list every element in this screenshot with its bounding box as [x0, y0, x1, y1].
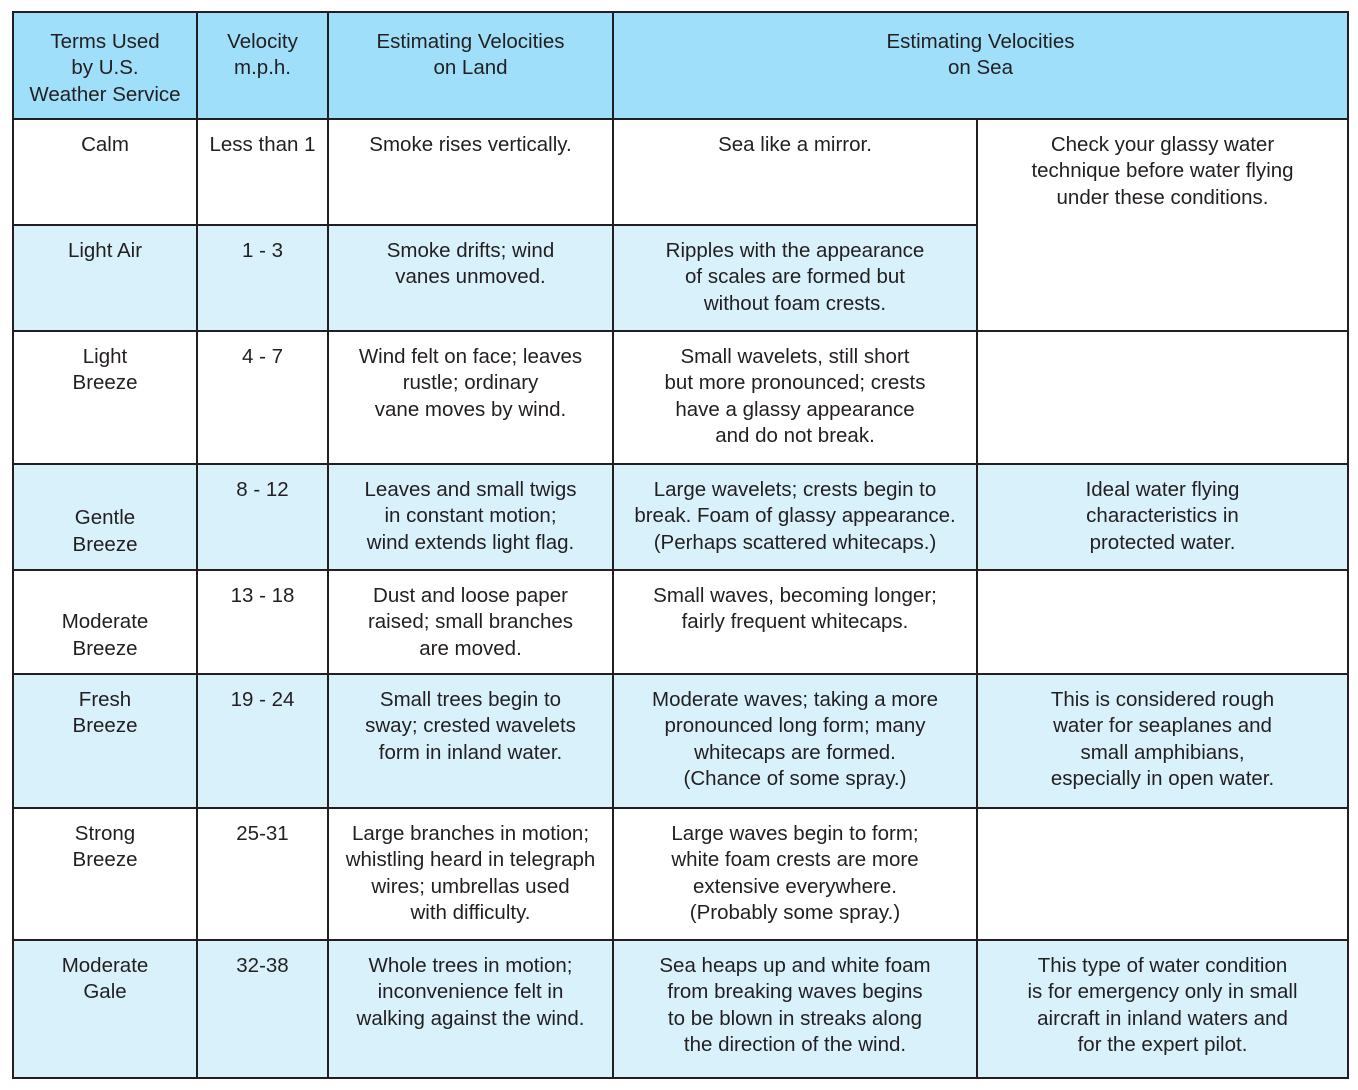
land-cell: Whole trees in motion; inconvenience felt in walking against the wind. [328, 940, 613, 1078]
velocity-cell: 1 - 3 [197, 225, 328, 331]
table-row [13, 570, 1348, 674]
sea-cell: Small waves, becoming longer; fairly frequent whitecaps. [613, 570, 977, 674]
term-cell: Gentle Breeze [13, 464, 197, 570]
term-cell: Moderate Breeze [13, 570, 197, 674]
land-cell: Smoke drifts; wind vanes unmoved. [328, 225, 613, 331]
velocity-cell: 4 - 7 [197, 331, 328, 464]
land-cell: Small trees begin to sway; crested wavelets form in inland water. [328, 674, 613, 808]
term-cell: Strong Breeze [13, 808, 197, 940]
table-row [13, 674, 1348, 808]
note-cell [977, 808, 1348, 940]
land-cell: Wind felt on face; leaves rustle; ordinary vane moves by wind. [328, 331, 613, 464]
velocity-cell: 25-31 [197, 808, 328, 940]
table-row [13, 119, 1348, 225]
velocity-cell: 19 - 24 [197, 674, 328, 808]
sea-cell: Ripples with the appearance of scales are formed but without foam crests. [613, 225, 977, 331]
term-cell: Fresh Breeze [13, 674, 197, 808]
sea-cell: Small wavelets, still short but more pronounced; crests have a glassy appearance and do not break. [613, 331, 977, 464]
sea-cell: Sea like a mirror. [613, 119, 977, 225]
wind-velocity-table [12, 11, 1349, 1079]
note-cell: This type of water condition is for emergency only in small aircraft in inland waters and for the expert pilot. [977, 940, 1348, 1078]
sea-cell: Sea heaps up and white foam from breaking waves begins to be blown in streaks along the direction of the wind. [613, 940, 977, 1078]
table-row [13, 808, 1348, 940]
note-cell [977, 331, 1348, 464]
sea-cell: Moderate waves; taking a more pronounced long form; many whitecaps are formed. (Chance of some spray.) [613, 674, 977, 808]
velocity-cell: 13 - 18 [197, 570, 328, 674]
land-cell: Large branches in motion; whistling heard in telegraph wires; umbrellas used with difficulty. [328, 808, 613, 940]
note-cell: This is considered rough water for seaplanes and small amphibians, especially in open water. [977, 674, 1348, 808]
term-cell: Moderate Gale [13, 940, 197, 1078]
term-cell: Calm [13, 119, 197, 225]
table-row [13, 940, 1348, 1078]
velocity-cell: 8 - 12 [197, 464, 328, 570]
term-cell: Light Air [13, 225, 197, 331]
header-row [13, 12, 1348, 119]
sea-cell: Large wavelets; crests begin to break. Foam of glassy appearance. (Perhaps scattered whitecaps.) [613, 464, 977, 570]
land-cell: Smoke rises vertically. [328, 119, 613, 225]
header-land: Estimating Velocities on Land [328, 12, 613, 119]
land-cell: Leaves and small twigs in constant motion; wind extends light flag. [328, 464, 613, 570]
note-cell: Check your glassy water technique before water flying under these conditions. [977, 119, 1348, 331]
land-cell: Dust and loose paper raised; small branches are moved. [328, 570, 613, 674]
note-cell: Ideal water flying characteristics in protected water. [977, 464, 1348, 570]
term-cell: Light Breeze [13, 331, 197, 464]
table-row [13, 464, 1348, 570]
header-terms: Terms Used by U.S. Weather Service [13, 12, 197, 119]
header-sea: Estimating Velocities on Sea [613, 12, 1348, 119]
velocity-cell: 32-38 [197, 940, 328, 1078]
table-row [13, 331, 1348, 464]
header-velocity: Velocity m.p.h. [197, 12, 328, 119]
note-cell [977, 570, 1348, 674]
sea-cell: Large waves begin to form; white foam crests are more extensive everywhere. (Probably some spray.) [613, 808, 977, 940]
velocity-cell: Less than 1 [197, 119, 328, 225]
